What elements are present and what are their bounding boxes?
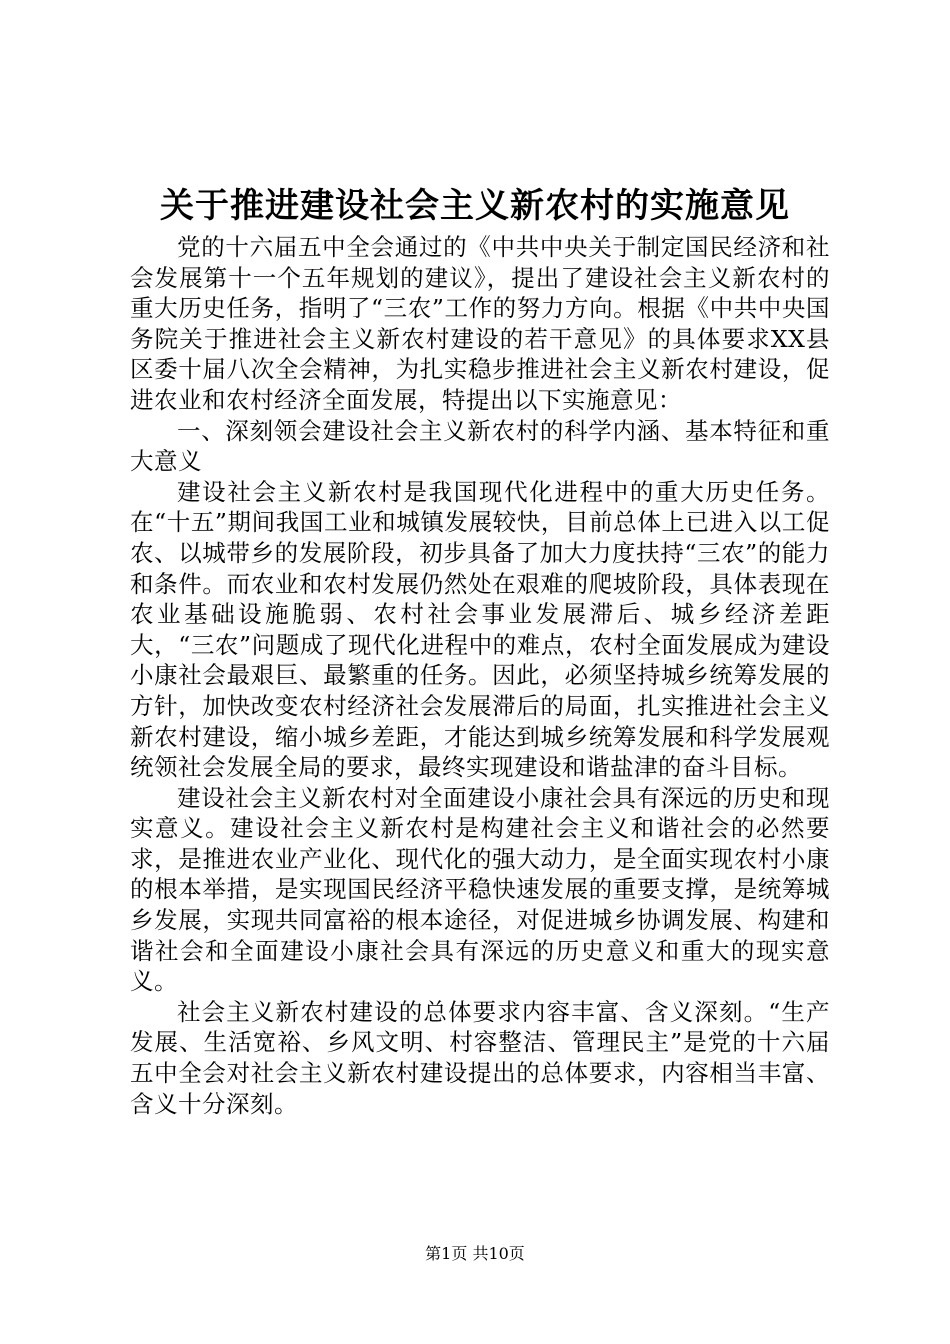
page-number-footer: 第1页 共10页 [425, 1244, 525, 1263]
paragraph-historic-task: 建设社会主义新农村是我国现代化进程中的重大历史任务。在“十五”期间我国工业和城镇发展较快，目前总体上已进入以工促农、以城带乡的发展阶段，初步具备了加大力度扶持“三农”的能力和条件。而农业和农村发展仍然处在艰难的爬坡阶段，具体表现在农业基础设施脆弱、农村社会事业发展滞后、城乡经济差距大，“三农”问题成了现代化进程中的难点，农村全面发展成为建设小康社会最艰巨、最繁重的任务。因此，必须坚持城乡统筹发展的方针，加快改变农村经济社会发展滞后的局面，扎实推进社会主义新农村建设，缩小城乡差距，才能达到城乡统筹发展和科学发展观统领社会发展全局的要求，最终实现建设和谐盐津的奋斗目标。 [130, 477, 830, 782]
section-heading-1: 一、深刻领会建设社会主义新农村的科学内涵、基本特征和重大意义 [130, 416, 830, 476]
document-body [130, 232, 830, 1119]
paragraph-intro: 党的十六届五中全会通过的《中共中央关于制定国民经济和社会发展第十一个五年规划的建议》，提出了建设社会主义新农村的重大历史任务，指明了“三农”工作的努力方向。根据《中共中央国务院关于推进社会主义新农村建设的若干意见》的具体要求XX县区委十届八次全会精神，为扎实稳步推进社会主义新农村建设，促进农业和农村经济全面发展，特提出以下实施意见： [130, 233, 830, 414]
document-title: 关于推进建设社会主义新农村的实施意见 [160, 186, 790, 226]
paragraph-overall-requirements: 社会主义新农村建设的总体要求内容丰富、含义深刻。“生产发展、生活宽裕、乡风文明、村容整洁、管理民主”是党的十六届五中全会对社会主义新农村建设提出的总体要求，内容相当丰富、含义十分深刻。 [130, 997, 830, 1118]
paragraph-significance: 建设社会主义新农村对全面建设小康社会具有深远的历史和现实意义。建设社会主义新农村是构建社会主义和谐社会的必然要求，是推进农业产业化、现代化的强大动力，是全面实现农村小康的根本举措，是实现国民经济平稳快速发展的重要支撑，是统筹城乡发展，实现共同富裕的根本途径，对促进城乡协调发展、构建和谐社会和全面建设小康社会具有深远的历史意义和重大的现实意义。 [130, 783, 830, 996]
